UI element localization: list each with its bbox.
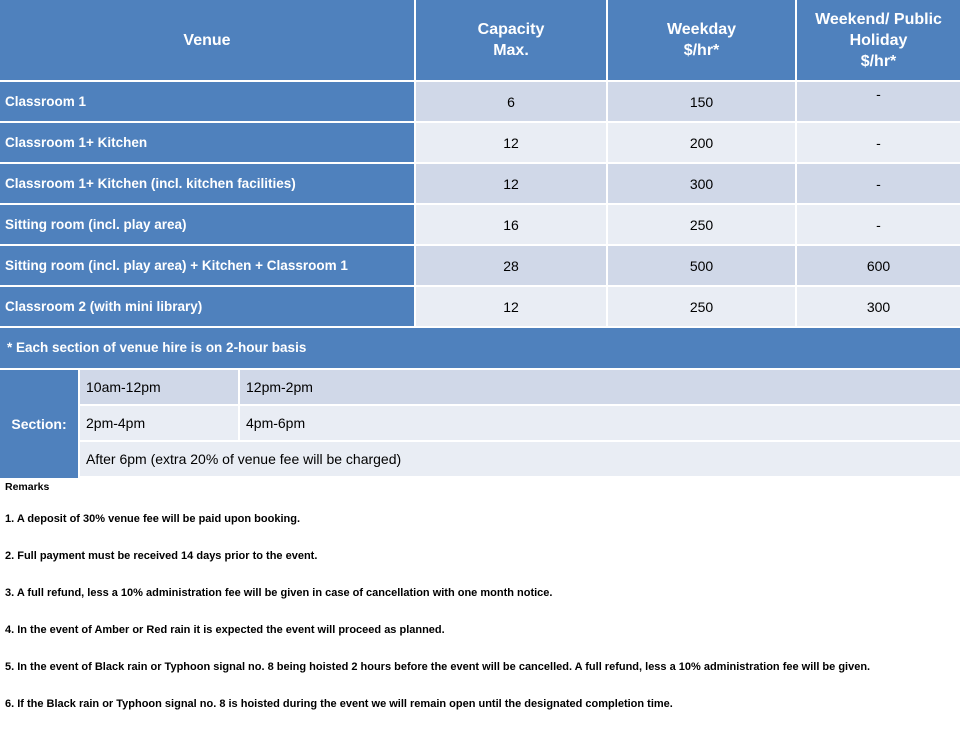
weekend-price: 600 — [797, 246, 960, 287]
table-row — [0, 287, 960, 328]
weekend-price: - — [797, 205, 960, 246]
weekday-price: 300 — [608, 164, 797, 205]
capacity-value: 16 — [416, 205, 608, 246]
table-row — [0, 123, 960, 164]
time-slot: 10am-12pm — [80, 370, 240, 406]
weekend-price: - — [797, 82, 960, 123]
header-weekend-line3: $/hr* — [860, 52, 897, 70]
header-weekend-line2: Holiday — [849, 31, 908, 49]
header-capacity — [416, 0, 608, 82]
weekend-price: - — [797, 164, 960, 205]
time-slot: 4pm-6pm — [240, 406, 960, 442]
weekday-price: 250 — [608, 205, 797, 246]
header-weekday-line2: $/hr* — [683, 42, 720, 59]
table-row — [0, 164, 960, 205]
capacity-value: 12 — [416, 164, 608, 205]
table-header-row — [0, 0, 960, 82]
header-weekend-line1: Weekend/ Public — [815, 10, 942, 28]
remark-item: 5. In the event of Black rain or Typhoon signal no. 8 being hoisted 2 hours before the event will be cancelled. A full refund, less a 10% administration fee will be given. — [5, 661, 871, 673]
table-row — [0, 205, 960, 246]
time-slot: 2pm-4pm — [80, 406, 240, 442]
section-times — [0, 370, 960, 478]
table-row — [0, 246, 960, 287]
header-weekday-line1: Weekday — [666, 21, 737, 38]
venue-name: Classroom 2 (with mini library) — [0, 287, 416, 328]
capacity-value: 12 — [416, 287, 608, 328]
remark-item: 3. A full refund, less a 10% administration fee will be given in case of cancellation with one month notice. — [5, 587, 553, 599]
capacity-value: 28 — [416, 246, 608, 287]
venue-name: Sitting room (incl. play area) — [0, 205, 416, 246]
venue-name: Classroom 1+ Kitchen (incl. kitchen facilities) — [0, 164, 416, 205]
venue-name: Classroom 1+ Kitchen — [0, 123, 416, 164]
capacity-value: 12 — [416, 123, 608, 164]
weekday-price: 150 — [608, 82, 797, 123]
header-venue: Venue — [0, 0, 416, 82]
venue-name: Classroom 1 — [0, 82, 416, 123]
capacity-value: 6 — [416, 82, 608, 123]
remarks-section — [5, 481, 955, 735]
time-slot-evening: After 6pm (extra 20% of venue fee will be charged) — [80, 442, 960, 478]
remark-item: 4. In the event of Amber or Red rain it is expected the event will proceed as planned. — [5, 624, 445, 636]
weekend-price: - — [797, 123, 960, 164]
weekday-price: 200 — [608, 123, 797, 164]
header-weekend — [797, 0, 960, 82]
weekday-price: 250 — [608, 287, 797, 328]
table-row — [0, 82, 960, 123]
remark-item: 1. A deposit of 30% venue fee will be paid upon booking. — [5, 513, 300, 525]
header-weekday — [608, 0, 797, 82]
header-capacity-line1: Capacity — [477, 21, 545, 38]
hire-basis-note: * Each section of venue hire is on 2-hour basis — [0, 326, 960, 370]
header-capacity-line2: Max. — [493, 42, 529, 59]
weekday-price: 500 — [608, 246, 797, 287]
remarks-title: Remarks — [5, 481, 50, 493]
section-label: Section: — [0, 370, 80, 478]
remark-item: 2. Full payment must be received 14 days prior to the event. — [5, 550, 318, 562]
remark-item: 6. If the Black rain or Typhoon signal no. 8 is hoisted during the event we will remain open until the designated completion time. — [5, 698, 673, 710]
venue-name: Sitting room (incl. play area) + Kitchen + Classroom 1 — [0, 246, 416, 287]
time-slot: 12pm-2pm — [240, 370, 960, 406]
weekend-price: 300 — [797, 287, 960, 328]
